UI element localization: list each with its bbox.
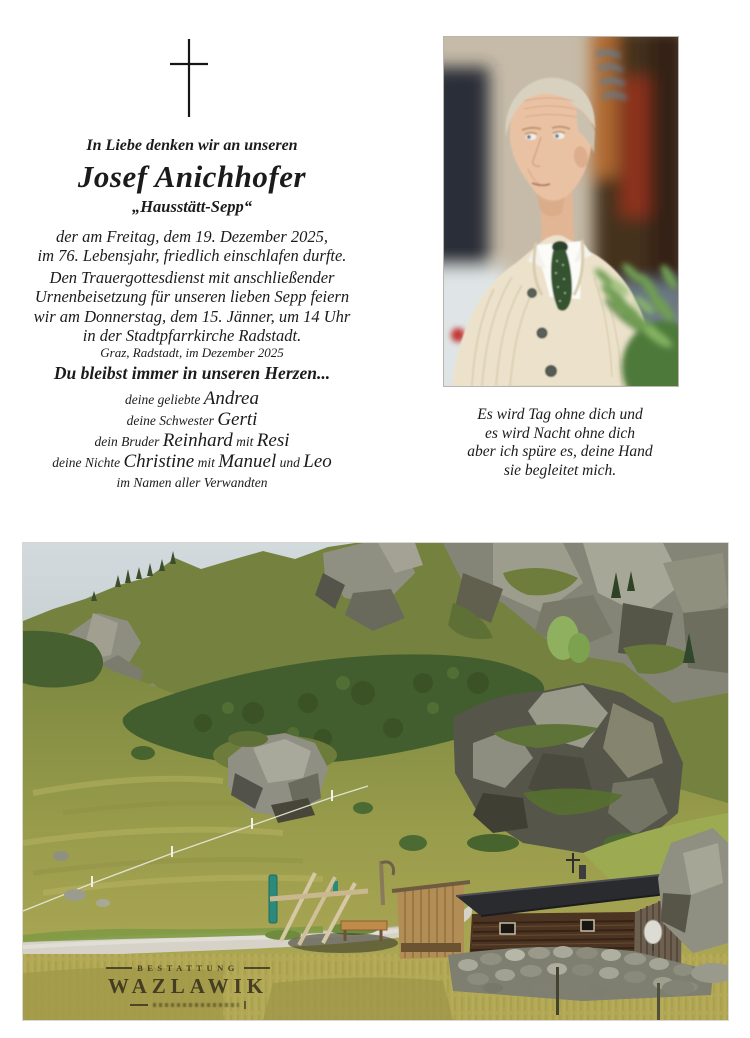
poem-line: Es wird Tag ohne dich und	[477, 406, 643, 423]
family-member-name: Leo	[303, 451, 332, 472]
obituary-line: im 76. Lebensjahr, friedlich einschlafen durfte.	[37, 246, 347, 266]
family-relation-text: deine geliebte	[125, 392, 204, 407]
family-list	[0, 389, 384, 493]
obituary-paragraph	[0, 227, 384, 266]
family-member-name: Manuel	[218, 451, 277, 472]
family-line	[0, 473, 384, 493]
family-relation-text: und	[276, 455, 304, 470]
family-member-name: Andrea	[203, 388, 259, 409]
service-line: Den Trauergottesdienst mit anschließender	[49, 268, 335, 287]
latin-cross-icon	[160, 36, 216, 120]
funeral-home-watermark	[93, 963, 283, 1009]
landscape-photo	[22, 542, 729, 1021]
service-line: in der Stadtpfarrkirche Radstadt.	[82, 325, 302, 345]
poem-line: es wird Nacht ohne dich	[484, 424, 636, 442]
deceased-name: Josef Anichhofer	[77, 159, 307, 194]
watermark-rule	[106, 967, 132, 969]
watermark-rule	[130, 1004, 148, 1006]
poem	[443, 406, 677, 480]
portrait-photo	[443, 36, 679, 387]
portrait-illustration	[444, 37, 678, 386]
family-line	[0, 431, 384, 452]
watermark-small-print	[153, 1003, 239, 1007]
watermark-line1: BESTATTUNG	[137, 963, 239, 973]
family-relation-text: deine Schwester	[126, 413, 218, 428]
fence-post	[657, 983, 660, 1020]
family-line	[0, 452, 384, 473]
family-relation-text: mit	[232, 434, 257, 449]
poem-line: sie begleitet mich.	[503, 461, 617, 479]
family-relation-text: deine Nichte	[52, 455, 124, 470]
family-line	[0, 389, 384, 410]
family-member-name: Reinhard	[162, 430, 233, 451]
fence-post	[556, 967, 559, 1015]
obituary-line: der am Freitag, dem 19. Dezember 2025,	[55, 227, 329, 246]
shed	[392, 882, 470, 959]
family-line	[0, 410, 384, 431]
family-member-name: Gerti	[217, 409, 258, 430]
service-line: Urnenbeisetzung für unseren lieben Sepp feiern	[34, 287, 350, 307]
poem-line: aber ich spüre es, deine Hand	[467, 443, 653, 461]
farewell-line: Du bleibst immer in unseren Herzen...	[53, 363, 331, 383]
alpine-scene-illustration	[23, 543, 728, 1020]
family-relation-text: dein Bruder	[94, 434, 163, 449]
service-paragraph	[0, 268, 384, 345]
family-relation-text: im Namen aller Verwandten	[116, 475, 268, 490]
nickname: „Hausstätt-Sepp“	[131, 197, 253, 216]
family-member-name: Resi	[256, 430, 290, 451]
satellite-dish	[644, 920, 662, 944]
intro-line: In Liebe denken wir an unseren	[86, 137, 298, 154]
watermark-rule	[244, 967, 270, 969]
family-relation-text: mit	[194, 455, 219, 470]
watermark-line2: WAZLAWIK	[107, 974, 269, 998]
watermark-tick	[244, 1001, 246, 1009]
service-line: wir am Donnerstag, dem 15. Jänner, um 14 Uhr	[33, 306, 351, 326]
family-member-name: Christine	[123, 451, 195, 472]
dateline: Graz, Radstadt, im Dezember 2025	[100, 345, 284, 360]
